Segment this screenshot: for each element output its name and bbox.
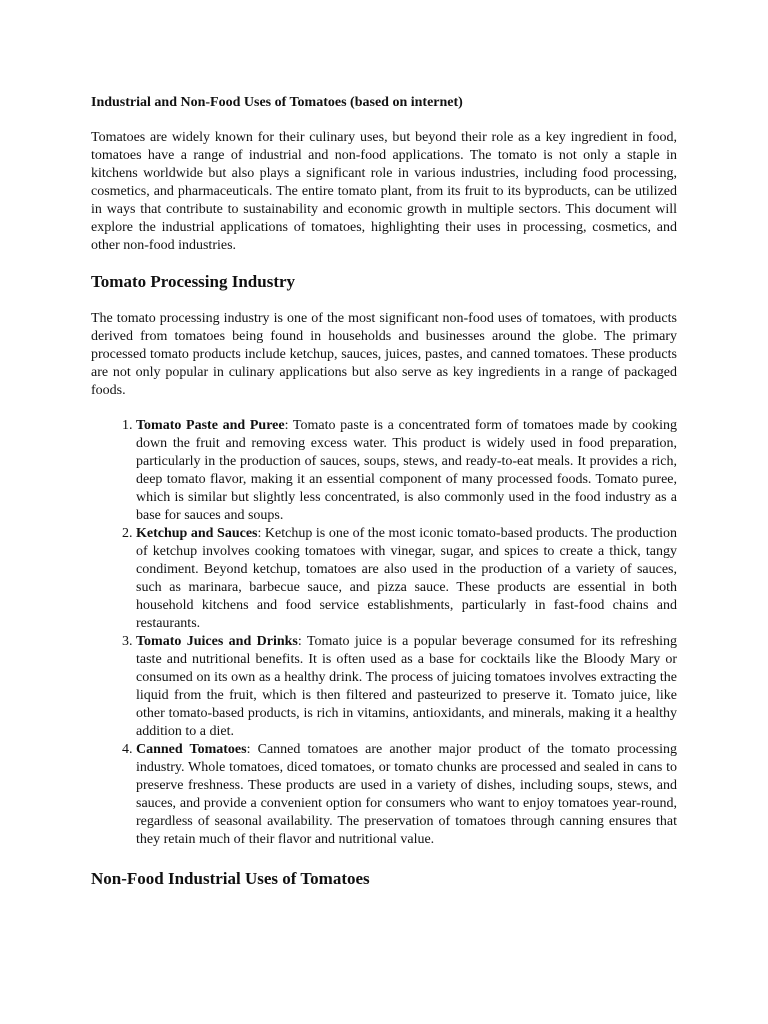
list-item (136, 633, 677, 741)
processing-paragraph: The tomato processing industry is one of the most significant non-food uses of tomatoes, with products derived from tomatoes being found in households and businesses around the globe. The primary processed tomato products include ketchup, sauces, juices, pastes, and canned tomatoes. These products are not only popular in culinary applications but also serve as key ingredients in a range of packaged foods. (91, 311, 677, 398)
list-item-text: : Ketchup is one of the most iconic tomato-based products. The production of ketchup involves cooking tomatoes with vinegar, sugar, and spices to create a thick, tangy condiment. Beyond ketchup, tomatoes are also used in the production of a variety of sauces, such as marinara, barbecue sauce, and pizza sauce. These products are essential in both household kitchens and food service establishments, particularly in fast-food chains and restaurants. (136, 526, 678, 631)
list-item-title: Tomato Juices and Drinks (136, 634, 298, 649)
list-item-text: : Tomato paste is a concentrated form of tomatoes made by cooking down the fruit and removing excess water. This product is widely used in food preparation, particularly in the production of sauces, soups, stews, and ready-to-eat meals. It provides a rich, deep tomato flavor, making it an essential component of many processed foods. Tomato puree, which is similar but slightly less concentrated, is also commonly used in the food industry as a base for sauces and soups. (136, 418, 677, 523)
document-title: Industrial and Non-Food Uses of Tomatoes (based on internet) (91, 95, 463, 110)
intro-paragraph: Tomatoes are widely known for their culinary uses, but beyond their role as a key ingredient in food, tomatoes have a range of industrial and non-food applications. The tomato is not only a staple in kitchens worldwide but also plays a significant role in various industries, including food processing, cosmetics, and pharmaceuticals. The entire tomato plant, from its fruit to its byproducts, can be utilized in ways that contribute to sustainability and economic growth in multiple sectors. This document will explore the industrial applications of tomatoes, highlighting their uses in processing, cosmetics, and other non-food industries. (91, 130, 677, 253)
section-heading-nonfood: Non-Food Industrial Uses of Tomatoes (91, 869, 370, 888)
section-heading-processing: Tomato Processing Industry (91, 272, 296, 291)
list-item (136, 741, 677, 849)
list-item-title: Ketchup and Sauces (136, 526, 258, 541)
list-item-text: : Tomato juice is a popular beverage consumed for its refreshing taste and nutritional benefits. It is often used as a base for cocktails like the Bloody Mary or consumed on its own as a healthy drink. The process of juicing tomatoes involves extracting the liquid from the fruit, which is then filtered and pasteurized to preserve it. Tomato juice, like other tomato-based products, is rich in vitamins, antioxidants, and minerals, making it a healthy addition to a diet. (136, 634, 677, 739)
list-item (136, 525, 677, 633)
list-item-title: Tomato Paste and Puree (136, 418, 285, 433)
processing-list (91, 417, 677, 849)
list-item-title: Canned Tomatoes (136, 742, 247, 757)
list-item (136, 417, 677, 525)
document-page (91, 94, 677, 890)
list-item-text: : Canned tomatoes are another major product of the tomato processing industry. Whole tomatoes, diced tomatoes, or tomato chunks are processed and sealed in cans to preserve freshness. These products are used in a variety of dishes, including soups, stews, and sauces, and provide a convenient option for consumers who want to enjoy tomatoes year-round, regardless of seasonal availability. The preservation of tomatoes through canning ensures that they retain much of their flavor and nutritional value. (136, 742, 678, 847)
